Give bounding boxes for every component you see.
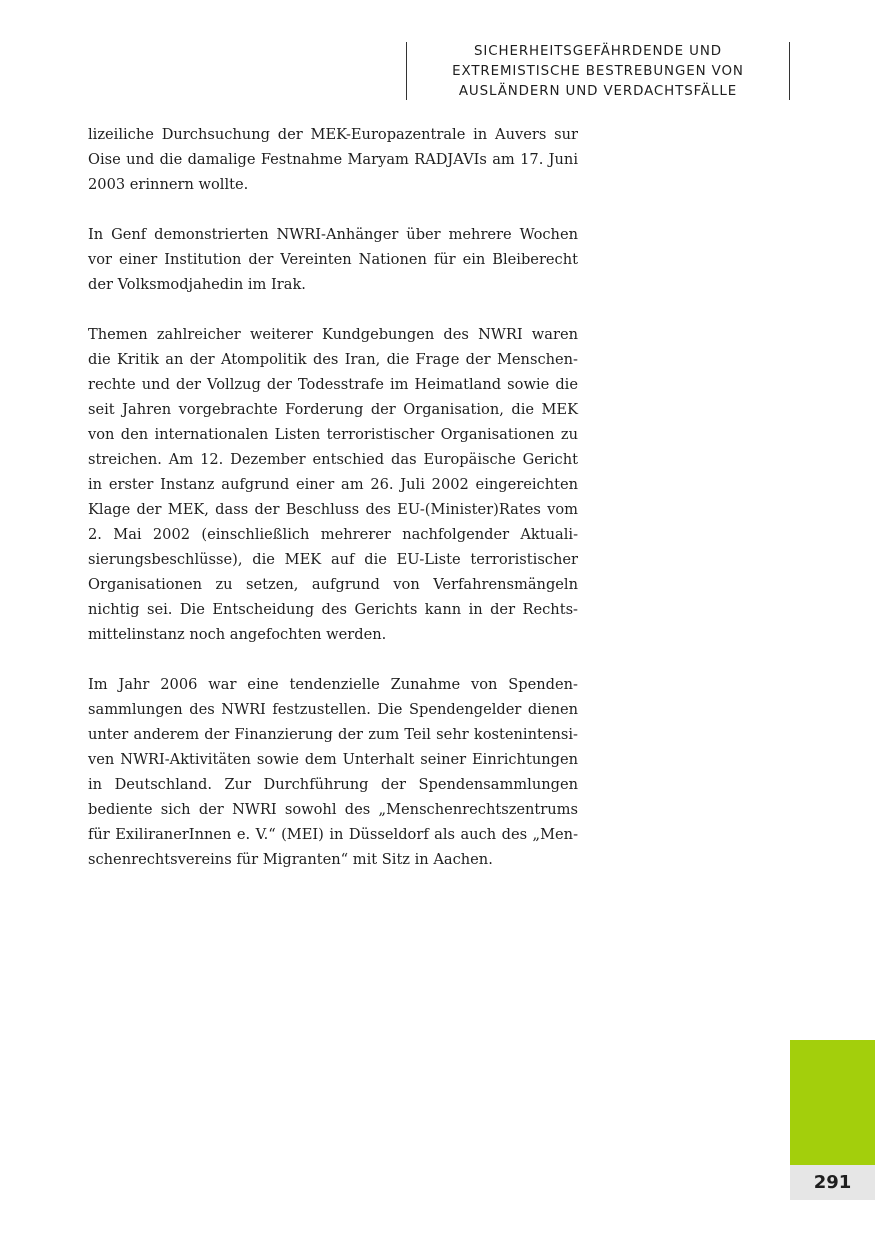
- text-line: 2. Mai 2002 (einschließlich mehrerer nachfolgender Aktuali-: [88, 526, 578, 543]
- text-line: ven NWRI-Aktivitäten sowie dem Unterhalt seiner Einrichtungen: [88, 751, 578, 768]
- text-line: Klage der MEK, dass der Beschluss des EU-(Minister)Rates vom: [88, 501, 578, 518]
- chapter-thumb-tab: [790, 1040, 875, 1165]
- text-line: für ExiliranerInnen e. V.“ (MEI) in Düsseldorf als auch des „Men-: [88, 826, 578, 843]
- page-number: 291: [790, 1165, 875, 1200]
- text-line: Im Jahr 2006 war eine tendenzielle Zunahme von Spenden-: [88, 676, 578, 693]
- body-text: [88, 122, 578, 897]
- text-line: sierungsbeschlüsse), die MEK auf die EU-Liste terroristischer: [88, 551, 578, 568]
- text-line: von den internationalen Listen terroristischer Organisationen zu: [88, 426, 578, 443]
- text-line: In Genf demonstrierten NWRI-Anhänger über mehrere Wochen: [88, 226, 578, 243]
- text-line: schenrechtsvereins für Migranten“ mit Sitz in Aachen.: [88, 851, 493, 868]
- text-line: rechte und der Vollzug der Todesstrafe im Heimatland sowie die: [88, 376, 578, 393]
- text-line: in erster Instanz aufgrund einer am 26. Juli 2002 eingereichten: [88, 476, 578, 493]
- running-header-line: SICHERHEITSGEFÄHRDENDE UND: [474, 44, 722, 59]
- text-line: streichen. Am 12. Dezember entschied das Europäische Gericht: [88, 451, 578, 468]
- text-line: lizeiliche Durchsuchung der MEK-Europazentrale in Auvers sur: [88, 126, 578, 143]
- running-header-line: EXTREMISTISCHE BESTREBUNGEN VON: [452, 64, 744, 79]
- text-line: seit Jahren vorgebrachte Forderung der Organisation, die MEK: [88, 401, 578, 418]
- paragraph: [88, 322, 578, 647]
- text-line: sammlungen des NWRI festzustellen. Die Spendengelder dienen: [88, 701, 578, 718]
- paragraph: [88, 222, 578, 297]
- text-line: der Volksmodjahedin im Irak.: [88, 276, 306, 293]
- text-line: Organisationen zu setzen, aufgrund von Verfahrensmängeln: [88, 576, 578, 593]
- paragraph: [88, 672, 578, 872]
- text-line: die Kritik an der Atompolitik des Iran, die Frage der Menschen-: [88, 351, 578, 368]
- text-line: in Deutschland. Zur Durchführung der Spendensammlungen: [88, 776, 578, 793]
- text-line: Oise und die damalige Festnahme Maryam RADJAVIs am 17. Juni: [88, 151, 578, 168]
- text-line: unter anderem der Finanzierung der zum Teil sehr kostenintensi-: [88, 726, 578, 743]
- text-line: mittelinstanz noch angefochten werden.: [88, 626, 387, 643]
- text-line: vor einer Institution der Vereinten Nationen für ein Bleiberecht: [88, 251, 578, 268]
- text-line: nichtig sei. Die Entscheidung des Gerichts kann in der Rechts-: [88, 601, 578, 618]
- running-header: [406, 42, 790, 100]
- text-line: Themen zahlreicher weiterer Kundgebungen des NWRI waren: [88, 326, 578, 343]
- running-header-line: AUSLÄNDERN UND VERDACHTSFÄLLE: [458, 84, 738, 99]
- text-line: 2003 erinnern wollte.: [88, 176, 249, 193]
- text-line: bediente sich der NWRI sowohl des „Menschenrechtszentrums: [88, 801, 578, 818]
- paragraph: [88, 122, 578, 197]
